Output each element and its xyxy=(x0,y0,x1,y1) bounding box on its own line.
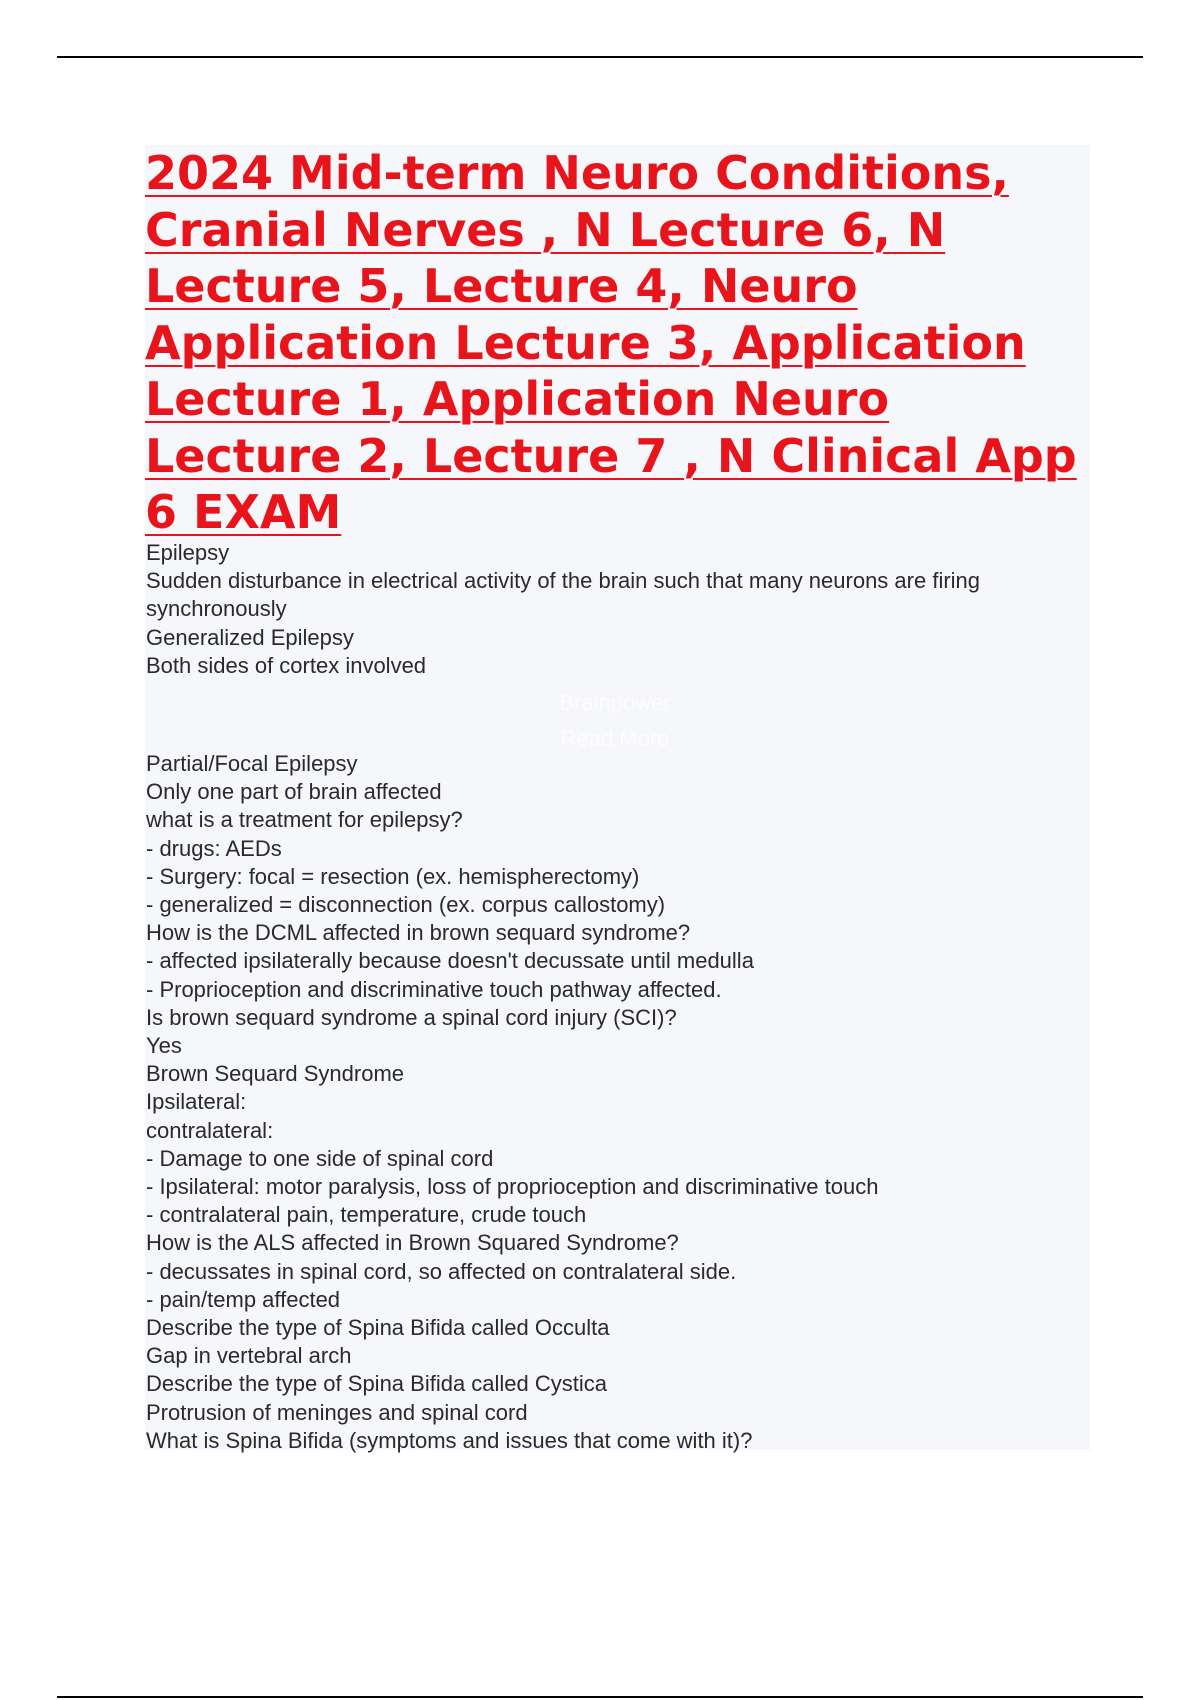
note-line: what is a treatment for epilepsy? xyxy=(146,807,463,833)
note-line: Sudden disturbance in electrical activity of the brain such that many neurons are firing synchronously xyxy=(146,568,981,622)
note-line: - contralateral pain, temperature, crude touch xyxy=(146,1202,587,1228)
note-line: Protrusion of meninges and spinal cord xyxy=(146,1399,528,1425)
note-line: - decussates in spinal cord, so affected on contralateral side. xyxy=(146,1258,737,1284)
note-line: What is Spina Bifida (symptoms and issues that come with it)? xyxy=(146,1427,753,1453)
notes-list xyxy=(146,539,1086,1455)
note-line: Ipsilateral: xyxy=(146,1089,247,1115)
note-line: - Ipsilateral: motor paralysis, loss of proprioception and discriminative touch xyxy=(146,1174,879,1200)
note-line: Partial/Focal Epilepsy xyxy=(146,751,358,777)
note-line: Both sides of cortex involved xyxy=(146,652,427,678)
note-line: Yes xyxy=(146,1033,182,1059)
watermark xyxy=(500,685,730,757)
note-line: How is the ALS affected in Brown Squared Syndrome? xyxy=(146,1230,679,1256)
note-line: Generalized Epilepsy xyxy=(146,624,354,650)
note-line: Gap in vertebral arch xyxy=(146,1343,352,1369)
note-line: How is the DCML affected in brown sequard syndrome? xyxy=(146,920,691,946)
note-line: Brown Sequard Syndrome xyxy=(146,1061,405,1087)
title-link[interactable]: 2024 Mid-term Neuro Conditions, Cranial Nerves , N Lecture 6, N Lecture 5, Lecture 4, Neuro Application Lecture 3, Application Lecture 1, Application Neuro Lecture 2, Lecture 7 , N Clinical App 6 EXAM xyxy=(145,146,1077,539)
note-line: - generalized = disconnection (ex. corpus callostomy) xyxy=(146,892,666,918)
document-title xyxy=(145,145,1090,541)
note-line: Is brown sequard syndrome a spinal cord injury (SCI)? xyxy=(146,1004,677,1030)
note-line: - pain/temp affected xyxy=(146,1286,341,1312)
note-line: - drugs: AEDs xyxy=(146,835,282,861)
note-line: contralateral: xyxy=(146,1117,274,1143)
note-line: Only one part of brain affected xyxy=(146,779,442,805)
top-divider xyxy=(57,56,1143,58)
note-line: Epilepsy xyxy=(146,540,230,565)
note-line: - Proprioception and discriminative touch pathway affected. xyxy=(146,976,722,1002)
note-line: Describe the type of Spina Bifida called Occulta xyxy=(146,1315,610,1341)
note-line: - Surgery: focal = resection (ex. hemispherectomy) xyxy=(146,863,640,889)
watermark-read-more: Read More xyxy=(560,726,670,751)
bottom-divider xyxy=(57,1696,1143,1698)
watermark-brand: Brainpower xyxy=(559,690,671,715)
note-line: - Damage to one side of spinal cord xyxy=(146,1145,494,1171)
note-line: Describe the type of Spina Bifida called Cystica xyxy=(146,1371,608,1397)
note-line: - affected ipsilaterally because doesn't decussate until medulla xyxy=(146,948,754,974)
